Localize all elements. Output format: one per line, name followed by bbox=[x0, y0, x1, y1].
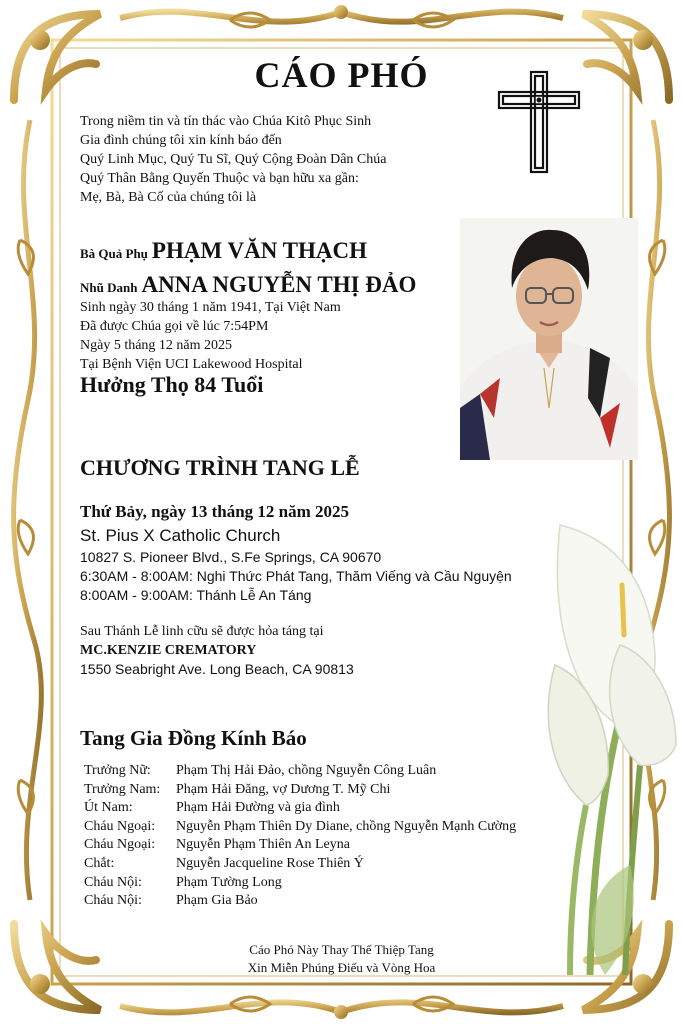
crematory-name: MC.KENZIE CREMATORY bbox=[80, 643, 257, 658]
intro-line: Mẹ, Bà, Bà Cố của chúng tôi là bbox=[80, 190, 257, 205]
family-list bbox=[84, 762, 516, 911]
program-title: CHƯƠNG TRÌNH TANG LỄ bbox=[80, 455, 360, 480]
family-member bbox=[84, 781, 516, 800]
family-role: Cháu Nội: bbox=[84, 874, 142, 890]
life-detail-line: Tại Bệnh Viện UCI Lakewood Hospital bbox=[80, 357, 303, 372]
service-date: Thứ Bảy, ngày 13 tháng 12 năm 2025 bbox=[80, 502, 350, 521]
husband-name-line bbox=[80, 238, 367, 264]
closing-line: Xin Miễn Phúng Điếu và Vòng Hoa bbox=[247, 960, 436, 975]
calla-lily-decoration bbox=[530, 505, 680, 975]
intro-line: Quý Linh Mục, Quý Tu Sĩ, Quý Cộng Đoàn Dân Chúa bbox=[80, 152, 387, 167]
intro-text bbox=[80, 112, 386, 207]
husband-name: PHẠM VĂN THẠCH bbox=[151, 238, 368, 263]
family-member bbox=[84, 799, 516, 818]
husband-prefix: Bà Quả Phụ bbox=[80, 246, 148, 261]
family-member bbox=[84, 892, 516, 911]
closing-line: Cáo Phó Này Thay Thế Thiệp Tang bbox=[249, 942, 434, 957]
life-detail-line: Sinh ngày 30 tháng 1 năm 1941, Tại Việt Nam bbox=[80, 300, 341, 315]
family-name: Nguyễn Phạm Thiên An Leyna bbox=[176, 837, 350, 853]
cross-icon bbox=[497, 70, 581, 174]
family-name: Phạm Gia Bảo bbox=[176, 893, 258, 909]
portrait-photo bbox=[460, 218, 638, 460]
maiden-prefix: Nhũ Danh bbox=[80, 280, 138, 295]
age-text: Hưởng Thọ 84 Tuổi bbox=[80, 372, 264, 397]
family-member bbox=[84, 855, 516, 874]
schedule-item: 6:30AM - 8:00AM: Nghi Thức Phát Tang, Thăm Viếng và Cầu Nguyện bbox=[80, 568, 512, 584]
family-name: Phạm Tường Long bbox=[176, 874, 282, 890]
program-lines bbox=[80, 548, 512, 605]
family-role: Cháu Ngoại: bbox=[84, 837, 156, 853]
life-detail-line: Ngày 5 tháng 12 năm 2025 bbox=[80, 338, 233, 353]
family-member bbox=[84, 836, 516, 855]
life-detail-line: Đã được Chúa gọi về lúc 7:54PM bbox=[80, 319, 269, 334]
family-name: Phạm Hải Đường và gia đình bbox=[176, 800, 340, 816]
family-role: Trưởng Nam: bbox=[84, 781, 161, 797]
intro-line: Quý Thân Bằng Quyến Thuộc và bạn hữu xa gần: bbox=[80, 171, 359, 186]
maiden-name-line bbox=[80, 272, 416, 298]
family-name: Nguyễn Jacqueline Rose Thiên Ý bbox=[176, 855, 364, 871]
cremation-note: Sau Thánh Lễ linh cữu sẽ được hỏa táng tại bbox=[80, 624, 324, 639]
family-name: Phạm Thị Hải Đảo, chồng Nguyễn Công Luân bbox=[176, 763, 437, 778]
church-address: 10827 S. Pioneer Blvd., S.Fe Springs, CA 90670 bbox=[80, 549, 382, 565]
family-name: Phạm Hải Đăng, vợ Dương T. Mỹ Chi bbox=[176, 781, 391, 797]
church-name: St. Pius X Catholic Church bbox=[80, 526, 281, 545]
family-role: Chắt: bbox=[84, 855, 115, 871]
family-member bbox=[84, 874, 516, 893]
schedule-item: 8:00AM - 9:00AM: Thánh Lễ An Táng bbox=[80, 587, 312, 603]
family-title: Tang Gia Đồng Kính Báo bbox=[80, 726, 307, 750]
cremation-info bbox=[80, 622, 354, 679]
life-details bbox=[80, 298, 341, 374]
maiden-name: ANNA NGUYỄN THỊ ĐẢO bbox=[141, 272, 417, 297]
family-member bbox=[84, 762, 516, 781]
family-role: Út Nam: bbox=[84, 800, 133, 816]
intro-line: Gia đình chúng tôi xin kính báo đến bbox=[80, 133, 282, 148]
closing-note bbox=[0, 941, 683, 977]
family-name: Nguyễn Phạm Thiên Dy Diane, chồng Nguyễn Mạnh Cường bbox=[176, 818, 517, 834]
family-role: Cháu Nội: bbox=[84, 893, 142, 909]
crematory-address: 1550 Seabright Ave. Long Beach, CA 90813 bbox=[80, 661, 354, 677]
family-role: Trưởng Nữ: bbox=[84, 763, 151, 778]
page-title: CÁO PHÓ bbox=[254, 55, 429, 95]
family-role: Cháu Ngoại: bbox=[84, 818, 156, 834]
intro-line: Trong niềm tin và tín thác vào Chúa Kitô Phục Sinh bbox=[80, 114, 372, 129]
family-member bbox=[84, 818, 516, 837]
